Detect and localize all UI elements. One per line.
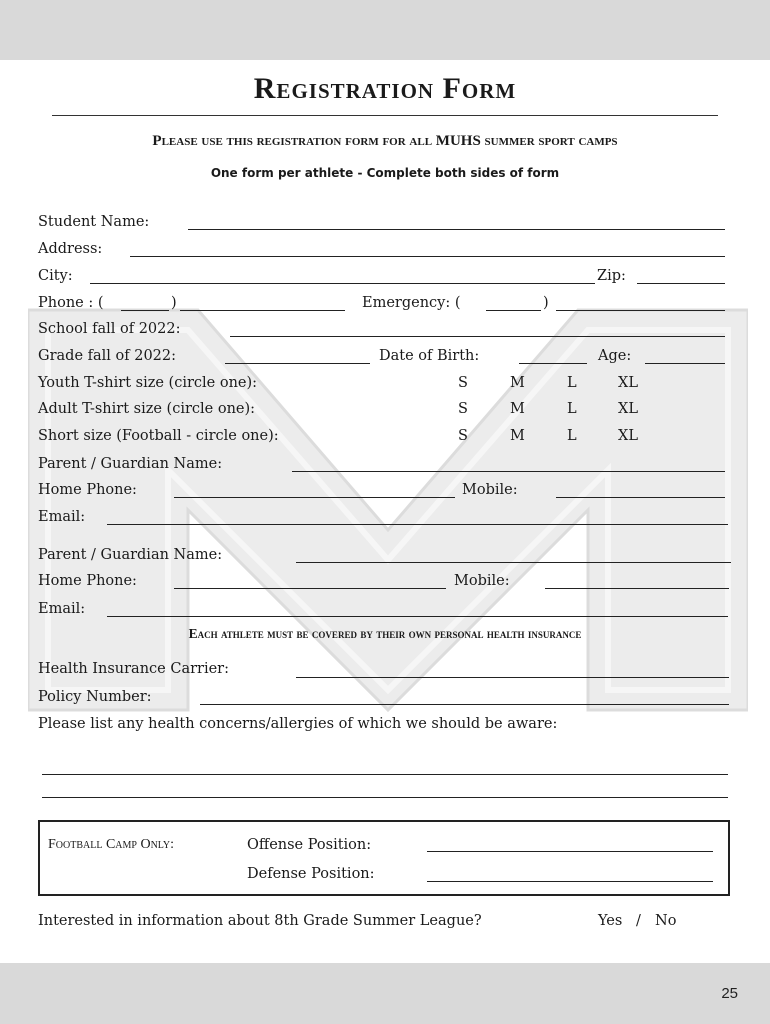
summer-league-yes[interactable]: Yes	[598, 913, 623, 929]
summer-league-no[interactable]: No	[655, 913, 677, 929]
summer-league-separator: /	[636, 913, 641, 929]
emergency-paren: )	[543, 295, 549, 311]
emergency-area-code-field[interactable]	[486, 310, 541, 311]
guardian2-name-field[interactable]	[296, 562, 731, 563]
health-concerns-line-2[interactable]	[42, 797, 728, 798]
guardian2-email-field[interactable]	[107, 616, 728, 617]
phone-number-field[interactable]	[180, 310, 345, 311]
health-concerns-line-1[interactable]	[42, 774, 728, 775]
guardian2-mobile-label: Mobile:	[454, 573, 510, 589]
insurance-header: Each athlete must be covered by their own personal health insurance	[188, 626, 582, 641]
short-size-label: Short size (Football - circle one):	[38, 428, 279, 444]
defense-position-field[interactable]	[427, 881, 713, 882]
title-divider	[52, 115, 718, 116]
bottom-band	[0, 963, 770, 1024]
emergency-label: Emergency: (	[362, 295, 461, 311]
adult-size-m[interactable]: M	[510, 401, 525, 417]
phone-paren: )	[171, 295, 177, 311]
guardian1-email-field[interactable]	[107, 524, 728, 525]
guardian1-mobile-field[interactable]	[556, 497, 725, 498]
football-camp-title: Football Camp Only:	[48, 837, 175, 852]
adult-shirt-label: Adult T-shirt size (circle one):	[38, 401, 256, 417]
offense-position-label: Offense Position:	[247, 837, 372, 853]
insurance-carrier-field[interactable]	[296, 677, 729, 678]
top-band	[0, 0, 770, 60]
grade-field[interactable]	[225, 363, 370, 364]
policy-number-field[interactable]	[200, 704, 729, 705]
short-size-m[interactable]: M	[510, 428, 525, 444]
age-label: Age:	[598, 348, 632, 364]
city-field[interactable]	[90, 283, 595, 284]
guardian2-email-label: Email:	[38, 601, 86, 617]
short-size-l[interactable]: L	[567, 428, 577, 444]
school-field[interactable]	[230, 336, 725, 337]
dob-field[interactable]	[519, 363, 587, 364]
guardian2-mobile-field[interactable]	[545, 588, 729, 589]
address-label: Address:	[38, 241, 103, 257]
guardian2-home-phone-label: Home Phone:	[38, 573, 137, 589]
guardian1-home-phone-label: Home Phone:	[38, 482, 137, 498]
offense-position-field[interactable]	[427, 851, 713, 852]
zip-field[interactable]	[637, 283, 725, 284]
guardian1-name-label: Parent / Guardian Name:	[38, 456, 223, 472]
adult-size-xl[interactable]: XL	[618, 401, 638, 417]
youth-size-l[interactable]: L	[567, 375, 577, 391]
school-label: School fall of 2022:	[38, 321, 181, 337]
summer-league-question: Interested in information about 8th Grade Summer League?	[38, 913, 482, 929]
youth-size-s[interactable]: S	[458, 375, 468, 391]
guardian1-name-field[interactable]	[292, 471, 725, 472]
football-camp-box	[38, 820, 730, 896]
form-subtitle: Please use this registration form for all MUHS summer sport camps	[152, 133, 618, 149]
defense-position-label: Defense Position:	[247, 866, 375, 882]
student-name-field[interactable]	[188, 229, 725, 230]
emergency-number-field[interactable]	[556, 310, 725, 311]
form-title: Registration Form	[253, 72, 517, 105]
short-size-xl[interactable]: XL	[618, 428, 638, 444]
health-concerns-label: Please list any health concerns/allergies of which we should be aware:	[38, 716, 558, 732]
city-label: City:	[38, 268, 73, 284]
short-size-s[interactable]: S	[458, 428, 468, 444]
youth-size-m[interactable]: M	[510, 375, 525, 391]
form-note: One form per athlete - Complete both sides of form	[210, 166, 560, 180]
guardian1-mobile-label: Mobile:	[462, 482, 518, 498]
age-field[interactable]	[645, 363, 725, 364]
phone-label: Phone : (	[38, 295, 104, 311]
youth-shirt-label: Youth T-shirt size (circle one):	[38, 375, 258, 391]
grade-label: Grade fall of 2022:	[38, 348, 177, 364]
youth-size-xl[interactable]: XL	[618, 375, 638, 391]
zip-label: Zip:	[597, 268, 626, 284]
dob-label: Date of Birth:	[379, 348, 480, 364]
guardian2-name-label: Parent / Guardian Name:	[38, 547, 223, 563]
guardian1-email-label: Email:	[38, 509, 86, 525]
guardian2-home-phone-field[interactable]	[174, 588, 446, 589]
adult-size-l[interactable]: L	[567, 401, 577, 417]
policy-number-label: Policy Number:	[38, 689, 152, 705]
student-name-label: Student Name:	[38, 214, 150, 230]
address-field[interactable]	[130, 256, 725, 257]
guardian1-home-phone-field[interactable]	[174, 497, 455, 498]
phone-area-code-field[interactable]	[121, 310, 169, 311]
adult-size-s[interactable]: S	[458, 401, 468, 417]
insurance-carrier-label: Health Insurance Carrier:	[38, 661, 229, 677]
page-number: 25	[721, 985, 738, 1002]
